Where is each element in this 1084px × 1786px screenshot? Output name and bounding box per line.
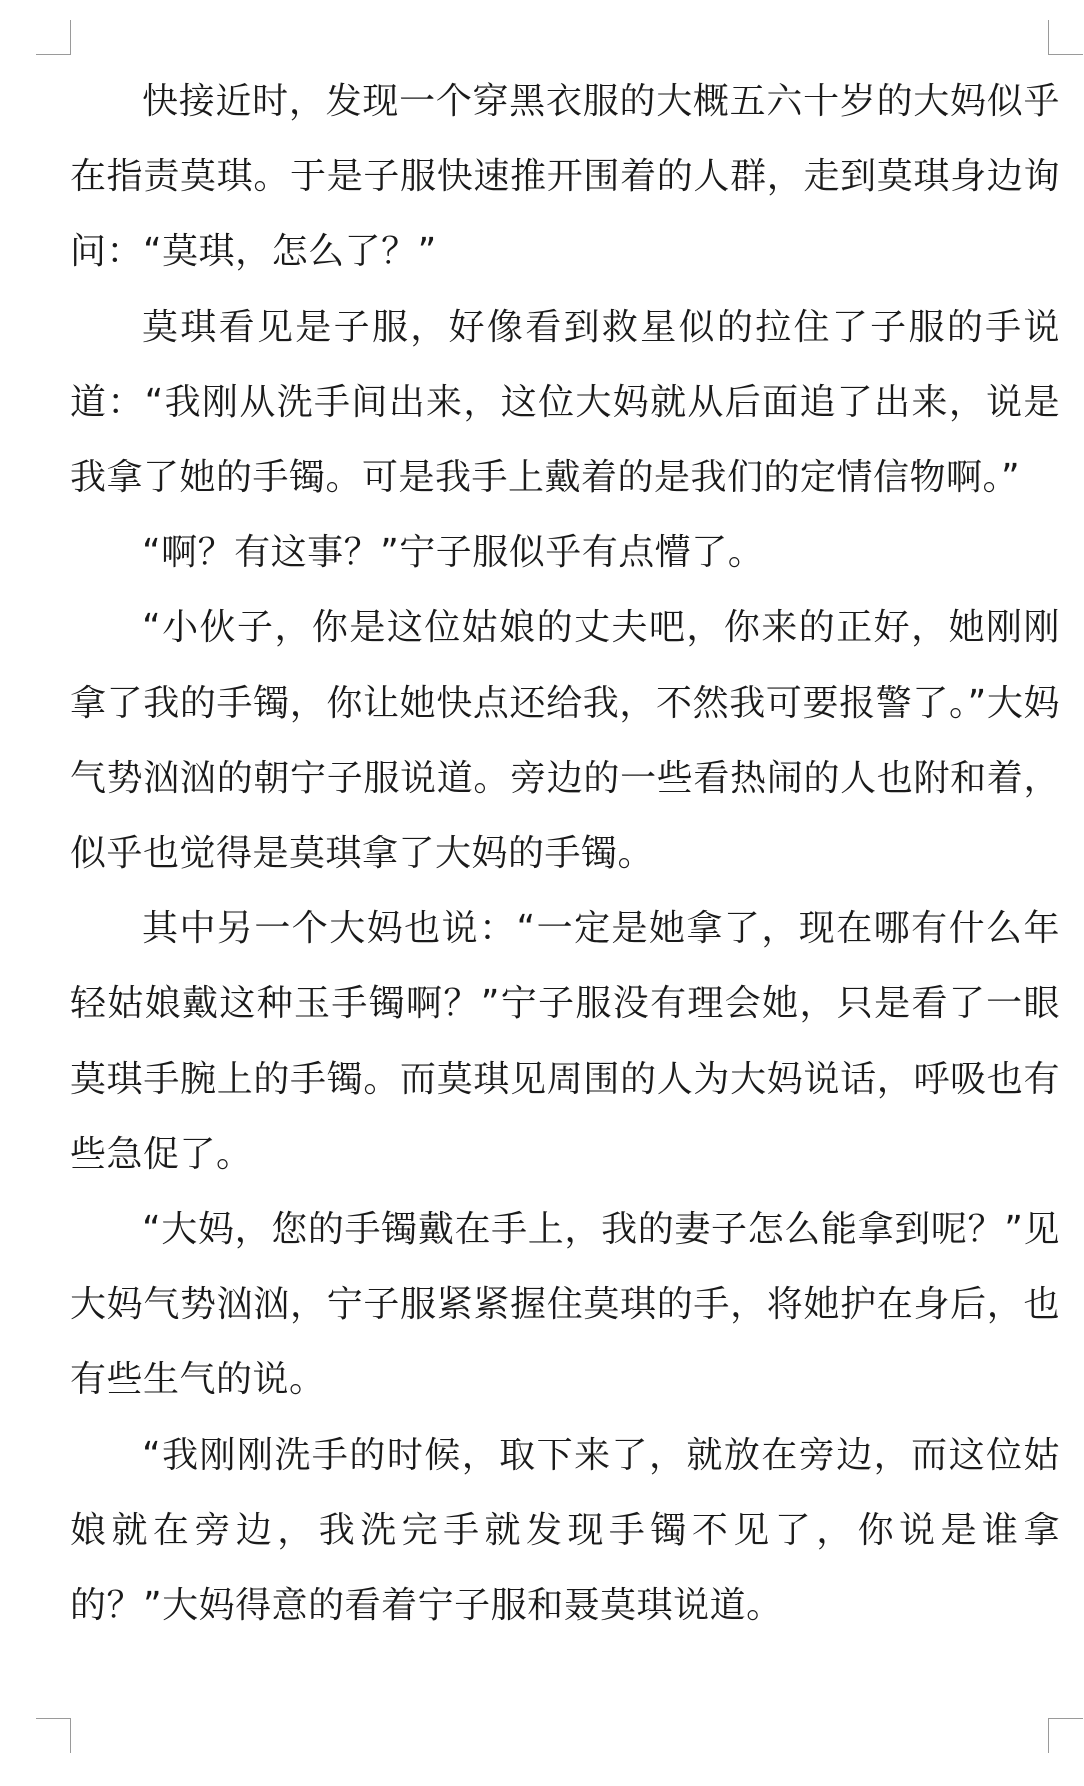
corner-mark-top-left [36,20,71,55]
paragraph: “我刚刚洗手的时候，取下来了，就放在旁边，而这位姑娘就在旁边，我洗完手就发现手镯不见了，你说是谁拿的？”大妈得意的看着宁子服和聂莫琪说道。 [70,1434,1060,1627]
paragraph: 快接近时，发现一个穿黑衣服的大概五六十岁的大妈似乎在指责莫琪。于是子服快速推开围着的人群，走到莫琪身边询问：“莫琪，怎么了？” [70,81,1060,273]
paragraph: 莫琪看见是子服，好像看到救星似的拉住了子服的手说道：“我刚从洗手间出来，这位大妈就从后面追了出来，说是我拿了她的手镯。可是我手上戴着的是我们的定情信物啊。” [70,306,1060,499]
paragraph: “大妈，您的手镯戴在手上，我的妻子怎么能拿到呢？”见大妈气势汹汹，宁子服紧紧握住莫琪的手，将她护在身后，也有些生气的说。 [70,1209,1060,1401]
corner-mark-bottom-left [36,1718,71,1753]
document-body [70,64,1060,1643]
paragraph: “小伙子，你是这位姑娘的丈夫吧，你来的正好，她刚刚拿了我的手镯，你让她快点还给我，不然我可要报警了。”大妈气势汹汹的朝宁子服说道。旁边的一些看热闹的人也附和着，似乎也觉得是莫琪拿了大妈的手镯。 [70,607,1060,875]
paragraph: 其中另一个大妈也说：“一定是她拿了，现在哪有什么年轻姑娘戴这种玉手镯啊？”宁子服没有理会她，只是看了一眼莫琪手腕上的手镯。而莫琪见周围的人为大妈说话，呼吸也有些急促了。 [70,908,1060,1175]
corner-mark-top-right [1048,20,1083,55]
corner-mark-bottom-right [1048,1718,1083,1753]
paragraph: “啊？有这事？”宁子服似乎有点懵了。 [142,532,765,574]
